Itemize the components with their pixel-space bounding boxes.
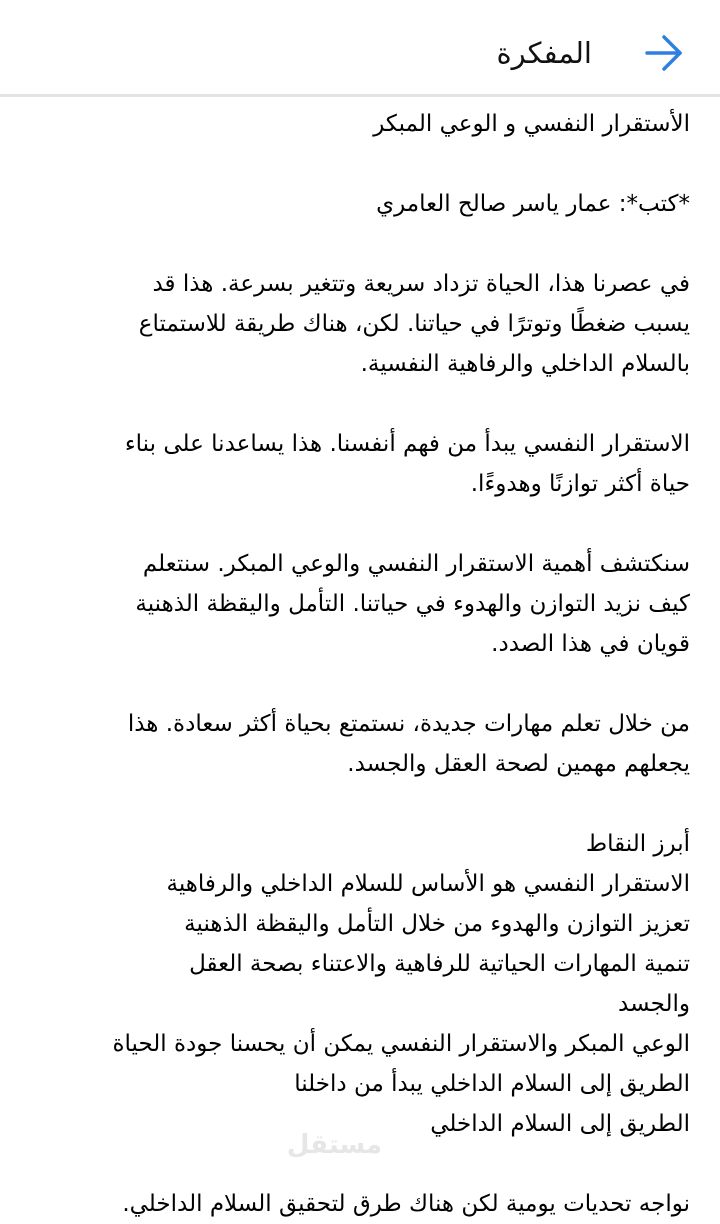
highlight-item: والجسد xyxy=(618,991,690,1017)
paragraph-line: كيف نزيد التوازن والهدوء في حياتنا. التأمل واليقظة الذهنية xyxy=(135,591,690,617)
highlights-section xyxy=(38,824,690,1144)
page-title: المفكرة xyxy=(496,36,592,70)
paragraph-5 xyxy=(38,1184,690,1224)
highlights-heading: أبرز النقاط xyxy=(585,831,690,857)
paragraph-line: من خلال تعلم مهارات جديدة، نستمتع بحياة أكثر سعادة. هذا xyxy=(127,711,690,737)
highlight-item: تنمية المهارات الحياتية للرفاهية والاعتناء بصحة العقل xyxy=(189,951,690,977)
arrow-right-icon xyxy=(644,33,684,73)
paragraph-line: يسبب ضغطًا وتوترًا في حياتنا. لكن، هناك طريقة للاستمتاع xyxy=(138,311,690,337)
app-bar xyxy=(0,0,720,97)
watermark-logo: مستقل xyxy=(286,1130,382,1160)
paragraph-3 xyxy=(38,544,690,664)
paragraph-4 xyxy=(38,704,690,784)
paragraph-line: بالسلام الداخلي والرفاهية النفسية. xyxy=(360,351,690,377)
paragraph-line: سنكتشف أهمية الاستقرار النفسي والوعي المبكر. سنتعلم xyxy=(142,551,690,577)
paragraph-line: نواجه تحديات يومية لكن هناك طرق لتحقيق السلام الداخلي. xyxy=(122,1191,690,1217)
note-content[interactable] xyxy=(38,104,690,1224)
paragraph-1 xyxy=(38,264,690,384)
highlight-item: الوعي المبكر والاستقرار النفسي يمكن أن يحسنا جودة الحياة xyxy=(112,1031,690,1057)
highlight-item: الاستقرار النفسي هو الأساس للسلام الداخلي والرفاهية xyxy=(166,871,690,897)
highlight-item: الطريق إلى السلام الداخلي xyxy=(430,1111,690,1137)
note-author: *كتب*: عمار ياسر صالح العامري xyxy=(376,191,690,217)
highlight-item: الطريق إلى السلام الداخلي يبدأ من داخلنا xyxy=(294,1071,690,1097)
highlight-item: تعزيز التوازن والهدوء من خلال التأمل واليقظة الذهنية xyxy=(184,911,690,937)
paragraph-line: في عصرنا هذا، الحياة تزداد سريعة وتتغير بسرعة. هذا قد xyxy=(152,271,690,297)
paragraph-line: الاستقرار النفسي يبدأ من فهم أنفسنا. هذا يساعدنا على بناء xyxy=(124,431,690,457)
paragraph-line: حياة أكثر توازنًا وهدوءًا. xyxy=(470,471,690,497)
paragraph-line: يجعلهم مهمين لصحة العقل والجسد. xyxy=(347,751,690,777)
note-title: الأستقرار النفسي و الوعي المبكر xyxy=(373,111,690,137)
paragraph-2 xyxy=(38,424,690,504)
paragraph-line: قويان في هذا الصدد. xyxy=(491,631,690,657)
back-button[interactable] xyxy=(641,30,687,76)
